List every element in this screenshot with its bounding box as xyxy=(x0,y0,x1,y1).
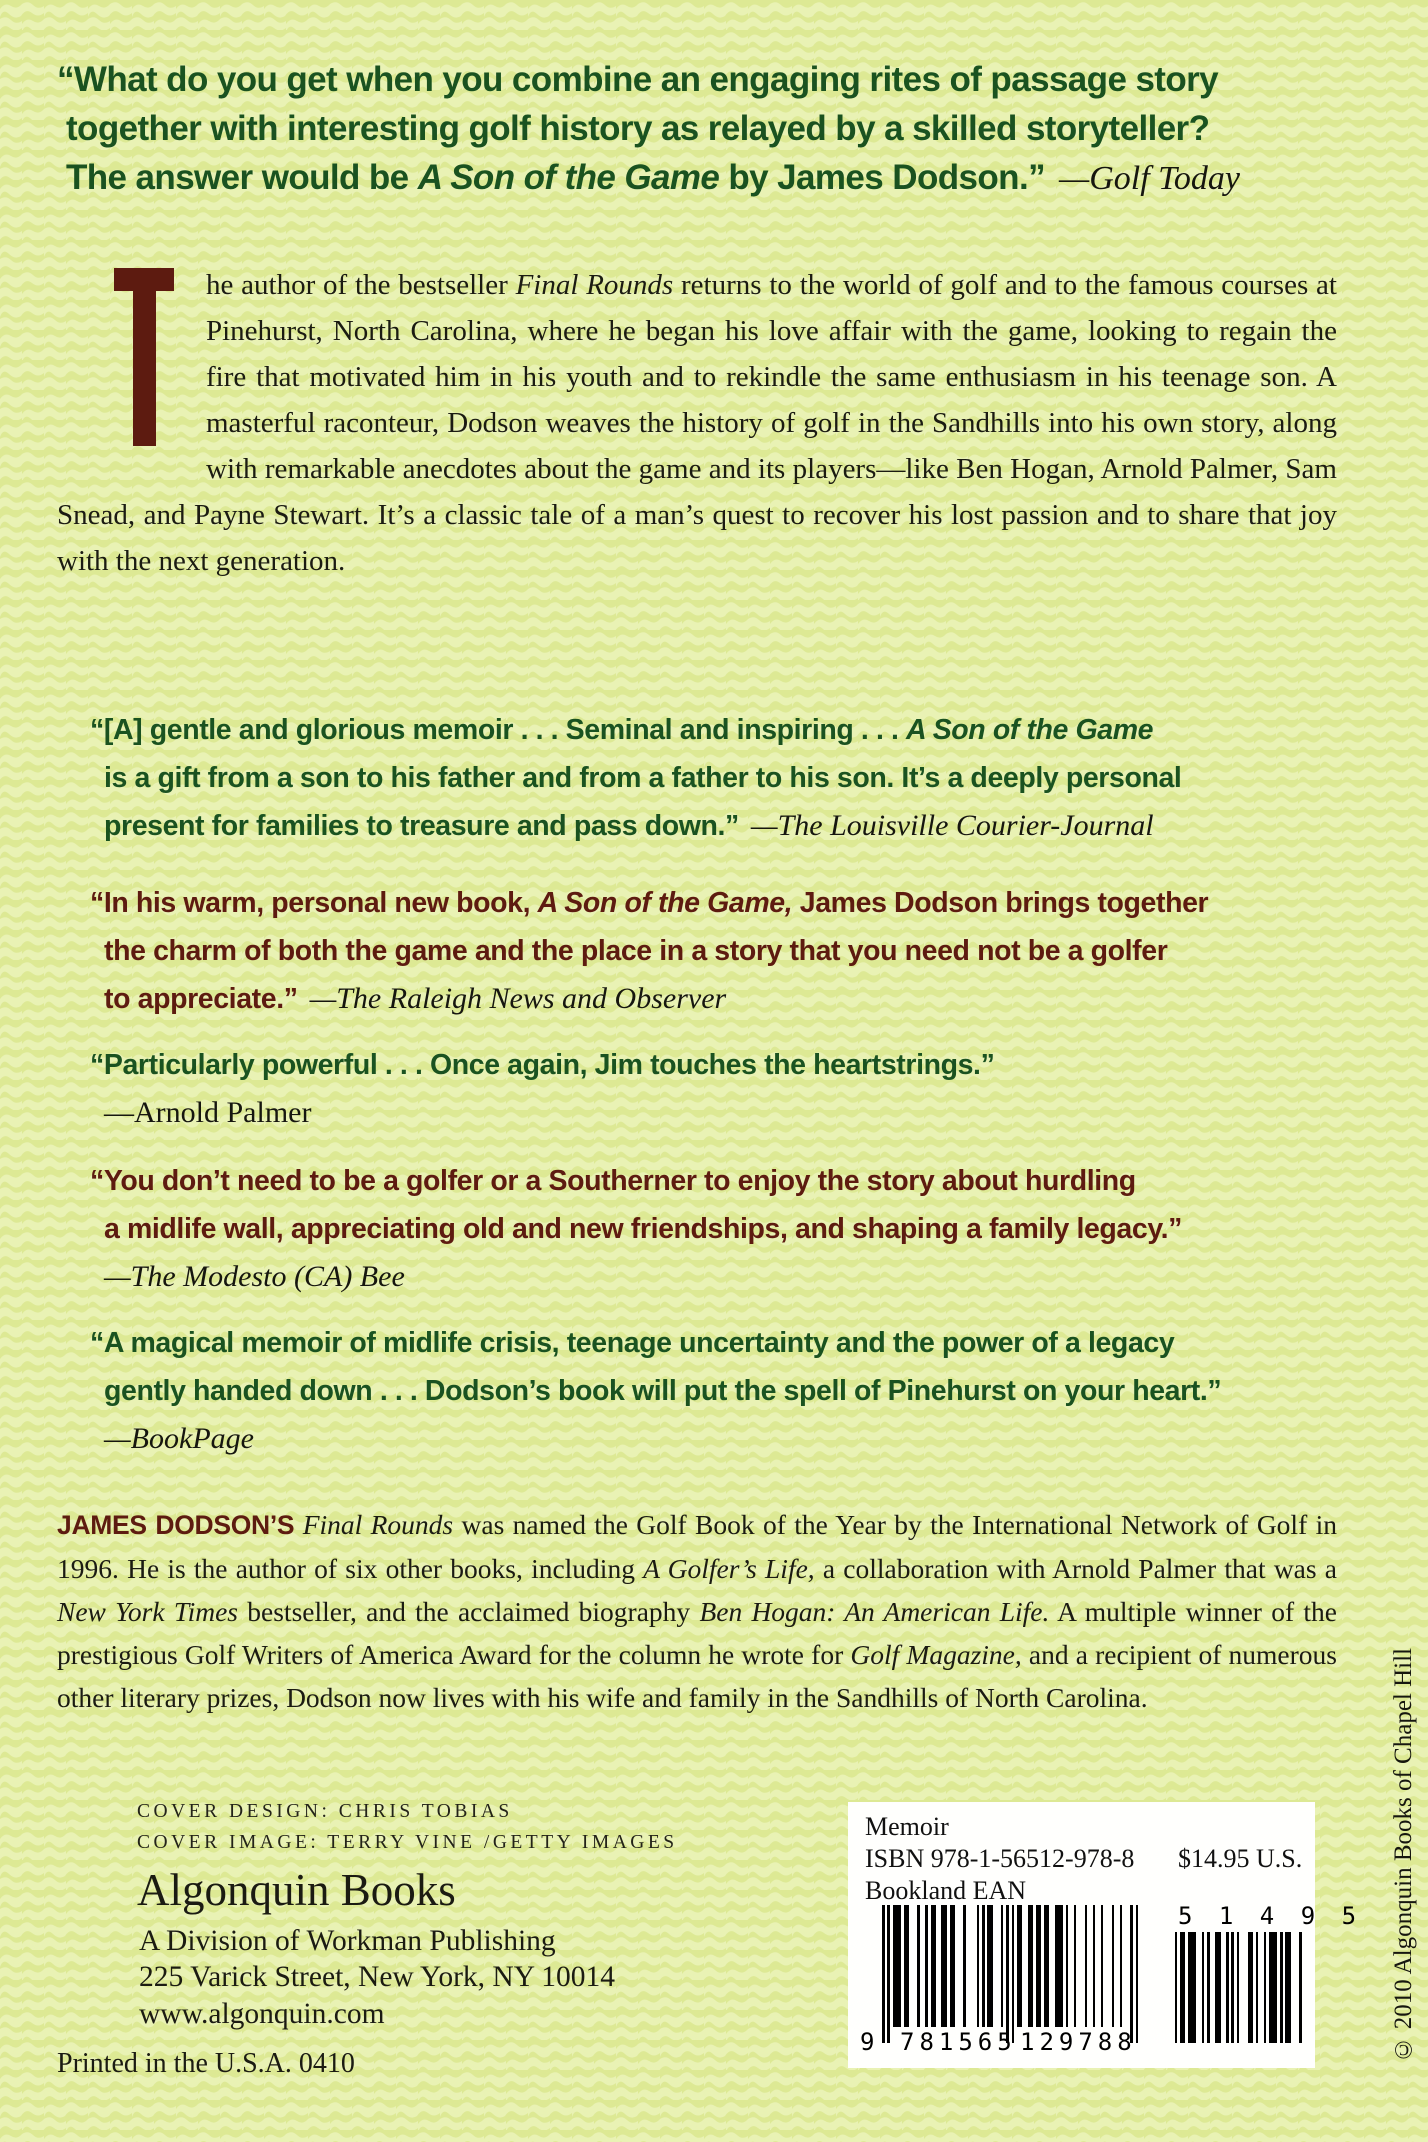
quote-attribution: —The Modesto (CA) Bee xyxy=(104,1260,405,1293)
top-quote-line-3-text: The answer would be A Son of the Game by James Dodson.” xyxy=(66,158,1045,197)
quote-line: a midlife wall, appreciating old and new friendships, and shaping a family legacy.” xyxy=(104,1213,1183,1245)
quote-attribution: —Arnold Palmer xyxy=(104,1096,312,1129)
publisher-address: 225 Varick Street, New York, NY 10014 xyxy=(139,1961,616,1993)
publisher-website: www.algonquin.com xyxy=(139,1998,385,2030)
quote-line: the charm of both the game and the place in a story that you need not be a golfer xyxy=(104,935,1168,967)
quote-attribution: —The Raleigh News and Observer xyxy=(309,982,727,1015)
quote-line: “In his warm, personal new book, A Son of the Game, James Dodson brings together xyxy=(90,887,1209,919)
quote-line: is a gift from a son to his father and from a father to his son. It’s a deeply personal xyxy=(104,762,1182,794)
vertical-copyright: © 2010 Algonquin Books of Chapel Hill xyxy=(1390,1647,1417,2062)
quote-line: “[A] gentle and glorious memoir . . . Seminal and inspiring . . . A Son of the Game xyxy=(90,714,1154,746)
bookland-ean-label: Bookland EAN xyxy=(865,1876,1027,1905)
author-bio xyxy=(57,1503,1337,1719)
review-quote-palmer xyxy=(90,1041,994,1137)
review-quote-raleigh xyxy=(90,879,1208,1023)
dropcap-t xyxy=(114,268,174,446)
barcode-box xyxy=(848,1802,1363,2068)
addon-digits: 5 1 4 9 5 xyxy=(1178,1902,1363,1930)
quote-line: “A magical memoir of midlife crisis, teenage uncertainty and the power of a legacy xyxy=(90,1327,1175,1359)
publisher-division: A Division of Workman Publishing xyxy=(139,1925,556,1957)
quote-line-text: present for families to treasure and pass down.” xyxy=(104,810,739,842)
publisher-name: Algonquin Books xyxy=(137,1865,456,1915)
cover-image-credit: COVER IMAGE: TERRY VINE /GETTY IMAGES xyxy=(137,1832,678,1853)
review-quote-bookpage xyxy=(90,1319,1221,1463)
author-name-lead: JAMES DODSON’S xyxy=(57,1510,295,1540)
addon-barcode xyxy=(1172,1932,1302,2043)
quote-line-text: to appreciate.” xyxy=(104,983,298,1015)
ean-barcode xyxy=(882,1905,1140,2043)
quote-line: “Particularly powerful . . . Once again, Jim touches the heartstrings.” xyxy=(90,1049,995,1081)
ean-digits-group2: 129788 xyxy=(1020,2028,1137,2056)
quote-line xyxy=(90,975,1208,1023)
printed-in-usa: Printed in the U.S.A. 0410 xyxy=(57,2048,355,2079)
review-quote-modesto xyxy=(90,1157,1182,1301)
quote-line: “You don’t need to be a golfer or a Southerner to enjoy the story about hurdling xyxy=(90,1165,1136,1197)
cover-design-credit: COVER DESIGN: CHRIS TOBIAS xyxy=(137,1801,513,1822)
author-bio-text: Final Rounds was named the Golf Book of the Year by the International Network of Golf in 1996. He is the author of six other books, including A Golfer’s Life, a collaboration with Arnold Palmer that was a New York Times bestseller, and the acclaimed biography Ben Hogan: An American Life. A multiple winner of the prestigious Golf Writers of America Award for the column he wrote for Golf Magazine, and a recipient of numerous other literary prizes, Dodson now lives with his wife and family in the Sandhills of North Carolina. xyxy=(57,1509,1337,1713)
top-pull-quote xyxy=(57,55,1240,203)
top-quote-attribution: —Golf Today xyxy=(1058,160,1241,197)
quote-attribution: —BookPage xyxy=(104,1422,254,1455)
category-label: Memoir xyxy=(865,1812,949,1841)
top-quote-line-2: together with interesting golf history as relayed by a skilled storyteller? xyxy=(66,109,1210,148)
top-quote-line-3 xyxy=(57,153,1240,203)
isbn-label: ISBN 978-1-56512-978-8 xyxy=(865,1844,1135,1873)
quote-line: gently handed down . . . Dodson’s book will put the spell of Pinehurst on your heart.” xyxy=(104,1375,1222,1407)
ean-digit-left: 9 xyxy=(860,2028,877,2056)
main-description-paragraph xyxy=(57,262,1337,584)
ean-digits-group1: 781565 xyxy=(900,2028,1017,2056)
quote-attribution: —The Louisville Courier-Journal xyxy=(750,809,1154,842)
review-quote-louisville xyxy=(90,706,1181,850)
main-paragraph-text: he author of the bestseller Final Rounds returns to the world of golf and to the famous courses at Pinehurst, North Carolina, where he began his love affair with the game, looking to regain the fire that motivated him in his youth and to rekindle the same enthusiasm in his teenage son. A masterful raconteur, Dodson weaves the history of golf in the Sandhills into his own story, along with remarkable anecdotes about the game and its players—like Ben Hogan, Arnold Palmer, Sam Snead, and Payne Stewart. It’s a classic tale of a man’s quest to recover his lost passion and to share that joy with the next generation. xyxy=(57,269,1337,577)
top-quote-line-1: “What do you get when you combine an engaging rites of passage story xyxy=(57,60,1219,99)
price-label: $14.95 U.S. xyxy=(1178,1844,1303,1873)
quote-line xyxy=(90,802,1181,850)
